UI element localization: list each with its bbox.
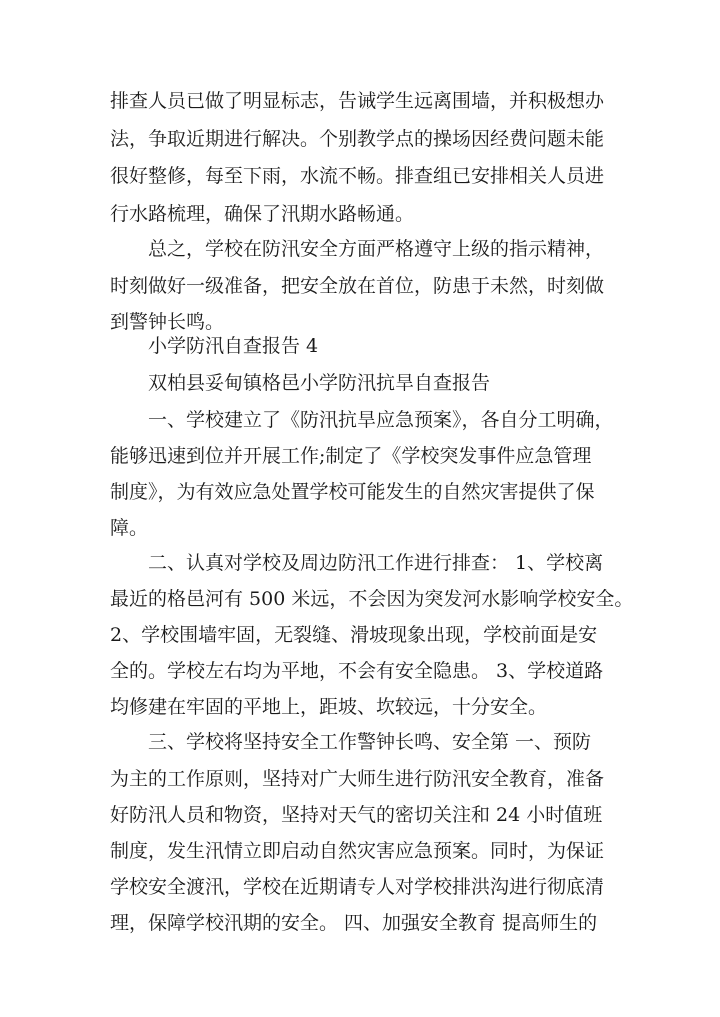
report-title: 双柏县妥甸镇格邑小学防汛抗旱自查报告 — [148, 372, 491, 394]
text-line: 能够迅速到位并开展工作;制定了《学校突发事件应急管理 — [110, 445, 592, 467]
text-line: 法，争取近期进行解决。个别教学点的操场因经费问题未能 — [110, 128, 605, 150]
text-line: 理，保障学校汛期的安全。 四、加强安全教育 提高师生的 — [110, 912, 598, 934]
text-line: 全的。学校左右均为平地，不会有安全隐患。 3、学校道路 — [110, 660, 604, 682]
section-heading: 小学防汛自查报告 4 — [148, 335, 319, 357]
text-line: 时刻做好一级准备，把安全放在首位，防患于未然，时刻做 — [110, 275, 605, 297]
text-line: 2、学校围墙牢固，无裂缝、滑坡现象出现，学校前面是安 — [110, 624, 598, 646]
paragraph-start-line: 总之，学校在防汛安全方面严格遵守上级的指示精神， — [148, 238, 605, 260]
text-line: 制度，发生汛情立即启动自然灾害应急预案。同时，为保证 — [110, 840, 605, 862]
text-line: 行水路梳理，确保了汛期水路畅通。 — [110, 203, 415, 225]
text-line: 到警钟长鸣。 — [110, 311, 225, 333]
text-line: 为主的工作原则，坚持对广大师生进行防汛安全教育，准备 — [110, 768, 605, 790]
text-line: 好防汛人员和物资，坚持对天气的密切关注和 24 小时值班 — [110, 804, 603, 826]
text-line: 最近的格邑河有 500 米远，不会因为突发河水影响学校安全。 — [110, 588, 634, 610]
text-line: 学校安全渡汛，学校在近期请专人对学校排洪沟进行彻底清 — [110, 876, 605, 898]
text-line: 障。 — [110, 517, 149, 539]
paragraph-start-line: 三、学校将坚持安全工作警钟长鸣、安全第 一、预防 — [148, 731, 592, 753]
text-line: 很好整修，每至下雨，水流不畅。排查组已安排相关人员进 — [110, 165, 605, 187]
text-line: 均修建在牢固的平地上，距坡、坎较远，十分安全。 — [110, 696, 548, 718]
paragraph-start-line: 一、学校建立了《防汛抗旱应急预案》，各自分工明确， — [148, 409, 614, 431]
text-line: 制度》，为有效应急处置学校可能发生的自然灾害提供了保 — [110, 481, 595, 503]
text-line: 排查人员已做了明显标志，告诫学生远离围墙，并积极想办 — [110, 90, 605, 112]
paragraph-start-line: 二、认真对学校及周边防汛工作进行排查： 1、学校离 — [148, 552, 604, 574]
